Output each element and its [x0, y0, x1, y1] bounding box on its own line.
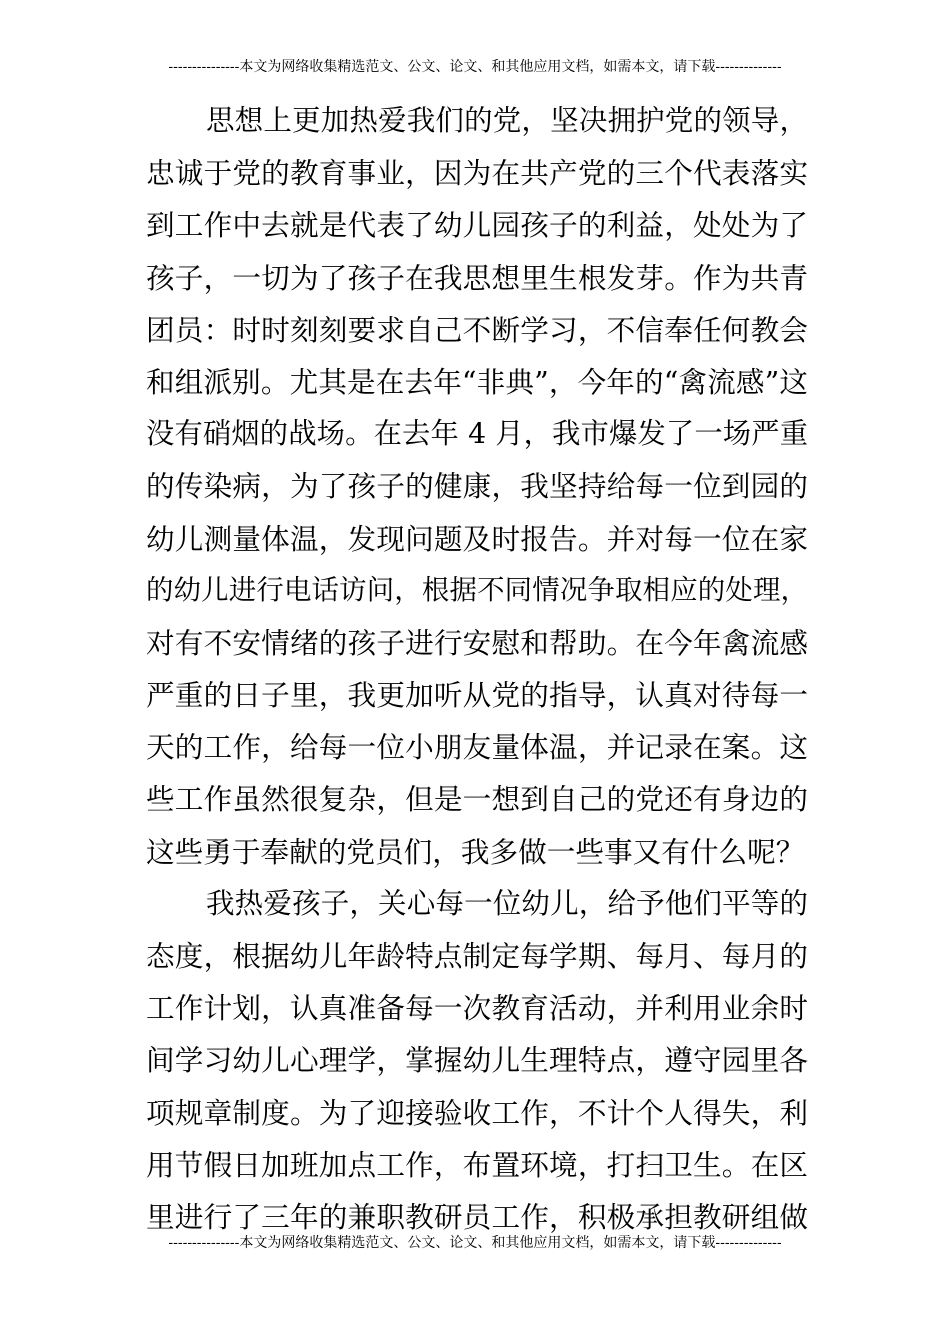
text-line: 天的工作，给每一位小朋友量体温，并记录在案。这 [146, 730, 808, 765]
text-line: 这些勇于奉献的党员们，我多做一些事又有什么呢？ [146, 834, 805, 869]
text-line: 严重的日子里，我更加听从党的指导，认真对待每一 [146, 678, 808, 713]
text-line: 对有不安情绪的孩子进行安慰和帮助。在今年禽流感 [146, 625, 808, 660]
document-body [146, 95, 808, 1243]
text-line: 的传染病，为了孩子的健康，我坚持给每一位到园的 [146, 469, 808, 504]
paragraph-1 [146, 95, 808, 878]
header-banner: ---------------本文为网络收集精选范文、公文、论文、和其他应用文档，如需本文，请下载-------------- [168, 59, 782, 75]
text-line: 间学习幼儿心理学，掌握幼儿生理特点，遵守园里各 [146, 1043, 808, 1078]
text-line: 项规章制度。为了迎接验收工作，不计个人得失，利 [146, 1095, 808, 1130]
text-line: 用节假日加班加点工作，布置环境，打扫卫生。在区 [146, 1147, 808, 1182]
text-line: 到工作中去就是代表了幼儿园孩子的利益，处处为了 [146, 208, 808, 243]
text-line: 我热爱孩子，关心每一位幼儿，给予他们平等的 [206, 886, 808, 920]
text-line: 的幼儿进行电话访问，根据不同情况争取相应的处理， [146, 574, 808, 606]
text-line: 思想上更加热爱我们的党，坚决拥护党的领导， [206, 104, 808, 137]
text-line: 里进行了三年的兼职教研员工作，积极承担教研组做 [146, 1199, 808, 1234]
footer-banner: ---------------本文为网络收集精选范文、公文、论文、和其他应用文档，如需本文，请下载-------------- [168, 1235, 782, 1251]
text-line: 和组派别。尤其是在去年“非典”，今年的“禽流感”这 [146, 364, 808, 399]
text-line: 孩子，一切为了孩子在我思想里生根发芽。作为共青 [146, 260, 808, 295]
text-line: 没有硝烟的战场。在去年 4 月，我市爆发了一场严重 [146, 417, 808, 451]
text-line: 忠诚于党的教育事业，因为在共产党的三个代表落实 [146, 156, 808, 191]
text-line: 些工作虽然很复杂，但是一想到自己的党还有身边的 [146, 782, 808, 817]
text-line: 态度，根据幼儿年龄特点制定每学期、每月、每月的 [146, 939, 808, 973]
paragraph-2 [146, 878, 808, 1243]
text-line: 工作计划，认真准备每一次教育活动，并利用业余时 [146, 991, 808, 1026]
text-line: 团员：时时刻刻要求自己不断学习，不信奉任何教会 [146, 312, 808, 347]
text-line: 幼儿测量体温，发现问题及时报告。并对每一位在家 [146, 521, 808, 556]
